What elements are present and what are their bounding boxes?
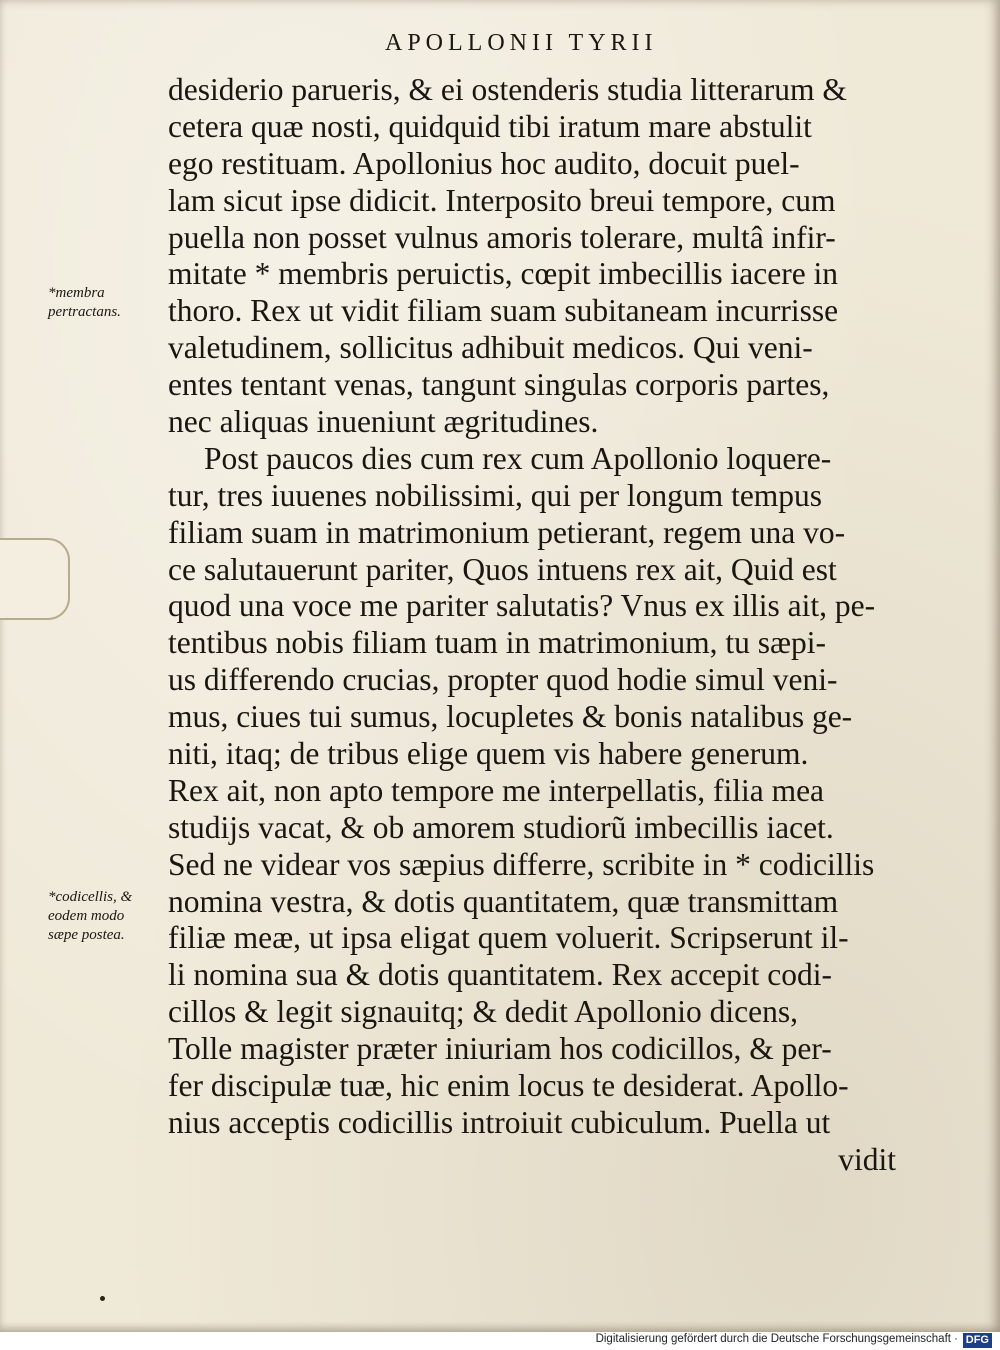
text-line: mitate * membris peruictis, cœpit imbecillis iacere in	[168, 256, 839, 292]
text-line: Rex ait, non apto tempore me interpellatis, filia mea	[168, 772, 825, 808]
text-line: nius acceptis codicillis introiuit cubiculum. Puella ut	[168, 1104, 831, 1140]
text-line: Tolle magister præter iniuriam hos codicillos, & per-	[168, 1031, 832, 1067]
text-line: entes tentant venas, tangunt singulas corporis partes,	[168, 367, 830, 403]
page-tab	[0, 538, 70, 620]
body-text	[168, 72, 898, 1179]
text-line: tur, tres iuuenes nobilissimi, qui per longum tempus	[168, 477, 823, 513]
margin-note-line: sæpe postea.	[48, 927, 125, 943]
running-head: APOLLONII TYRII	[385, 30, 658, 56]
text-line: studijs vacat, & ob amorem studiorũ imbecillis iacet.	[168, 809, 834, 845]
text-line: thoro. Rex ut vidit filiam suam subitaneam incurrisse	[168, 293, 839, 329]
margin-note-line: *membra	[48, 285, 105, 301]
text-line: fer discipulæ tuæ, hic enim locus te desiderat. Apollo-	[168, 1068, 849, 1104]
text-line: nomina vestra, & dotis quantitatem, quæ transmittam	[168, 883, 839, 919]
margin-note-line: *codicellis, &	[48, 889, 133, 905]
text-line: nec aliquas inueniunt ægritudines.	[168, 404, 599, 440]
text-line: filiam suam in matrimonium petierant, regem una vo-	[168, 514, 846, 550]
funding-credit: Digitalisierung gefördert durch die Deutsche Forschungsgemeinschaft ·	[595, 1333, 958, 1345]
paragraph-start-line: Post paucos dies cum rex cum Apollonio loquere-	[204, 440, 832, 476]
text-line: ce salutauerunt pariter, Quos intuens rex ait, Quid est	[168, 551, 837, 587]
text-line: niti, itaq; de tribus elige quem vis habere generum.	[168, 736, 809, 772]
margin-note-membra	[48, 284, 168, 322]
text-line: Sed ne videar vos sæpius differre, scribite in * codicillis	[168, 846, 875, 882]
text-line: ego restituam. Apollonius hoc audito, docuit puel-	[168, 145, 800, 181]
catchword: vidit	[838, 1141, 896, 1177]
text-line: li nomina sua & dotis quantitatem. Rex accepit codi-	[168, 957, 832, 993]
text-line: cillos & legit signauitq; & dedit Apollonio dicens,	[168, 994, 798, 1030]
text-line: desiderio parueris, & ei ostenderis studia litterarum &	[168, 72, 847, 107]
text-line: puella non posset vulnus amoris tolerare, multâ infir-	[168, 219, 836, 255]
text-line: tentibus nobis filiam tuam in matrimonium, tu sæpi-	[168, 625, 826, 661]
ink-speck	[100, 1296, 105, 1301]
text-line: filiæ meæ, ut ipsa eligat quem voluerit. Scripserunt il-	[168, 920, 849, 956]
text-line: cetera quæ nosti, quidquid tibi iratum mare abstulit	[168, 108, 812, 144]
margin-note-line: eodem modo	[48, 908, 125, 924]
margin-note-line: pertractans.	[48, 304, 121, 320]
text-line: us differendo crucias, propter quod hodie simul veni-	[168, 662, 838, 698]
text-line: quod una voce me pariter salutatis? Vnus ex illis ait, pe-	[168, 588, 876, 624]
text-line: lam sicut ipse didicit. Interposito breui tempore, cum	[168, 182, 836, 218]
text-line: valetudinem, sollicitus adhibuit medicos. Qui veni-	[168, 330, 813, 366]
dfg-logo: DFG	[963, 1333, 992, 1348]
margin-note-codicellis	[48, 888, 168, 945]
text-line: mus, ciues tui sumus, locupletes & bonis natalibus ge-	[168, 699, 853, 735]
